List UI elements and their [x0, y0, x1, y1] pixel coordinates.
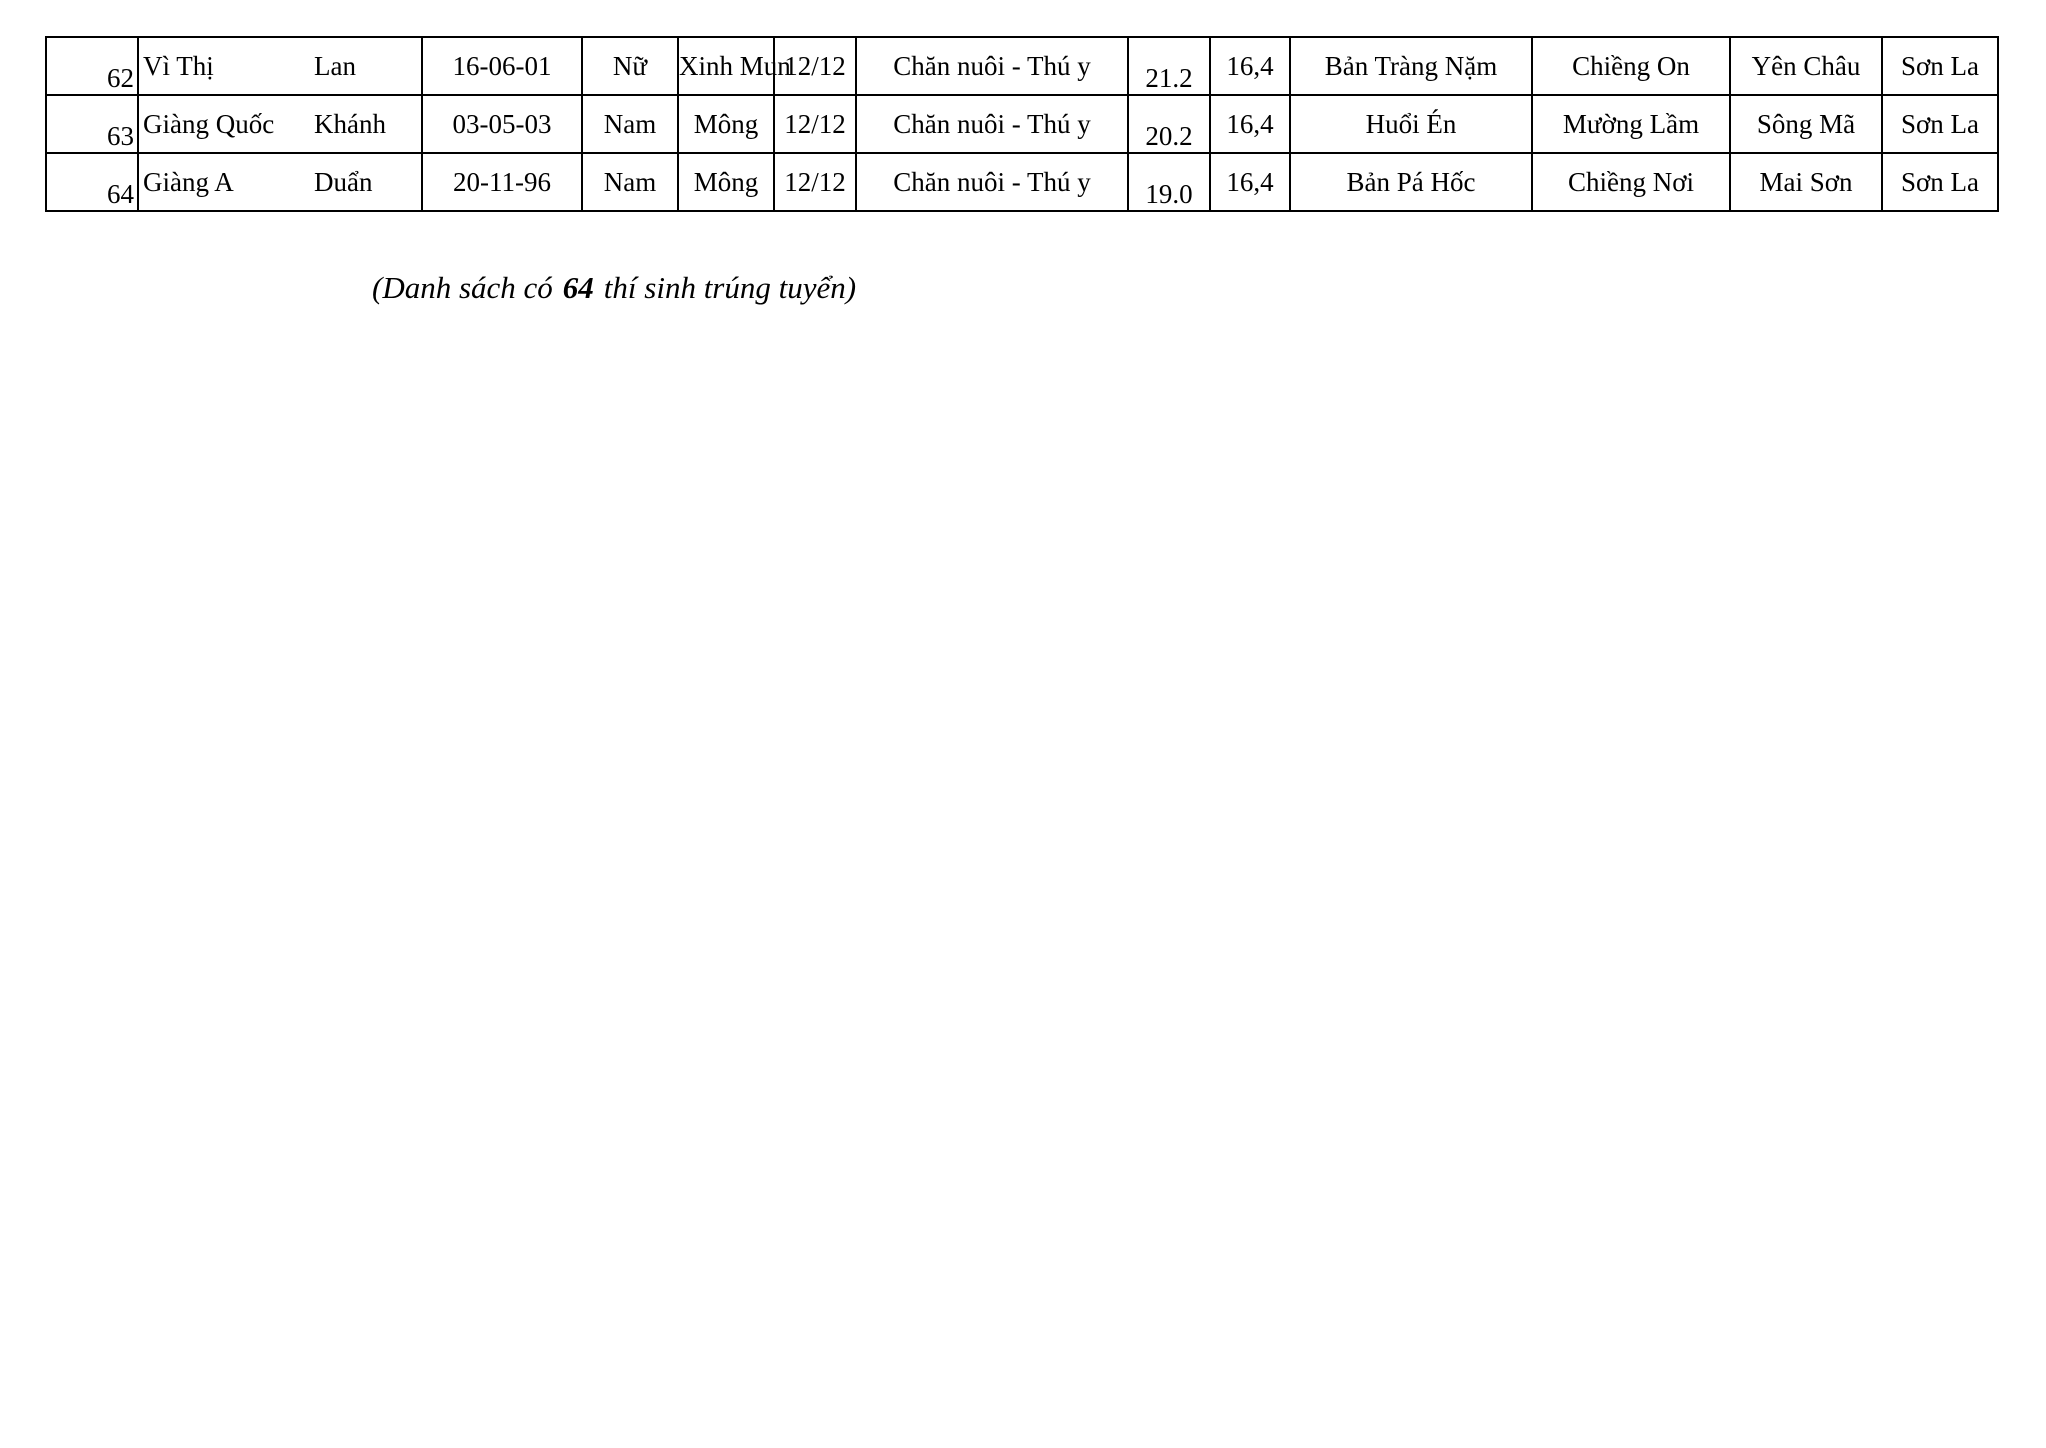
- cutoff-score-cell: 16,4: [1210, 95, 1290, 153]
- candidate-count-summary: [372, 270, 856, 306]
- candidate-count: 64: [562, 270, 594, 305]
- province-cell: Sơn La: [1882, 95, 1998, 153]
- district-cell: Mai Sơn: [1730, 153, 1882, 211]
- admission-list-table: [45, 36, 1999, 212]
- summary-prefix: (Danh sách có: [372, 270, 553, 305]
- cutoff-score-cell: 16,4: [1210, 153, 1290, 211]
- birth-date-cell: 03-05-03: [422, 95, 582, 153]
- village-cell: Bản Pá Hốc: [1290, 153, 1532, 211]
- commune-cell: Mường Lầm: [1532, 95, 1730, 153]
- row-number-cell: 62: [46, 37, 138, 95]
- given-name-cell: Lan: [314, 37, 422, 95]
- given-name-cell: Khánh: [314, 95, 422, 153]
- gender-cell: Nam: [582, 95, 678, 153]
- birth-date-cell: 16-06-01: [422, 37, 582, 95]
- birth-date-cell: 20-11-96: [422, 153, 582, 211]
- table-row: [46, 37, 1998, 95]
- province-cell: Sơn La: [1882, 37, 1998, 95]
- province-cell: Sơn La: [1882, 153, 1998, 211]
- row-number-cell: 63: [46, 95, 138, 153]
- ethnicity-cell: Xinh Mun: [678, 37, 774, 95]
- cutoff-score-cell: 16,4: [1210, 37, 1290, 95]
- ethnicity-cell: Mông: [678, 153, 774, 211]
- district-cell: Sông Mã: [1730, 95, 1882, 153]
- surname-cell: Giàng A: [138, 153, 314, 211]
- table-row: [46, 95, 1998, 153]
- gender-cell: Nam: [582, 153, 678, 211]
- score-cell: 20.2: [1128, 95, 1210, 153]
- grade-cell: 12/12: [774, 153, 856, 211]
- score-cell: 21.2: [1128, 37, 1210, 95]
- table-row: [46, 153, 1998, 211]
- major-cell: Chăn nuôi - Thú y: [856, 37, 1128, 95]
- village-cell: Bản Tràng Nặm: [1290, 37, 1532, 95]
- commune-cell: Chiềng On: [1532, 37, 1730, 95]
- district-cell: Yên Châu: [1730, 37, 1882, 95]
- village-cell: Huổi Én: [1290, 95, 1532, 153]
- gender-cell: Nữ: [582, 37, 678, 95]
- ethnicity-cell: Mông: [678, 95, 774, 153]
- grade-cell: 12/12: [774, 95, 856, 153]
- major-cell: Chăn nuôi - Thú y: [856, 95, 1128, 153]
- score-cell: 19.0: [1128, 153, 1210, 211]
- summary-suffix: thí sinh trúng tuyển): [603, 270, 857, 305]
- major-cell: Chăn nuôi - Thú y: [856, 153, 1128, 211]
- surname-cell: Vì Thị: [138, 37, 314, 95]
- table-body: [46, 37, 1998, 211]
- grade-cell: 12/12: [774, 37, 856, 95]
- given-name-cell: Duẩn: [314, 153, 422, 211]
- commune-cell: Chiềng Nơi: [1532, 153, 1730, 211]
- row-number-cell: 64: [46, 153, 138, 211]
- surname-cell: Giàng Quốc: [138, 95, 314, 153]
